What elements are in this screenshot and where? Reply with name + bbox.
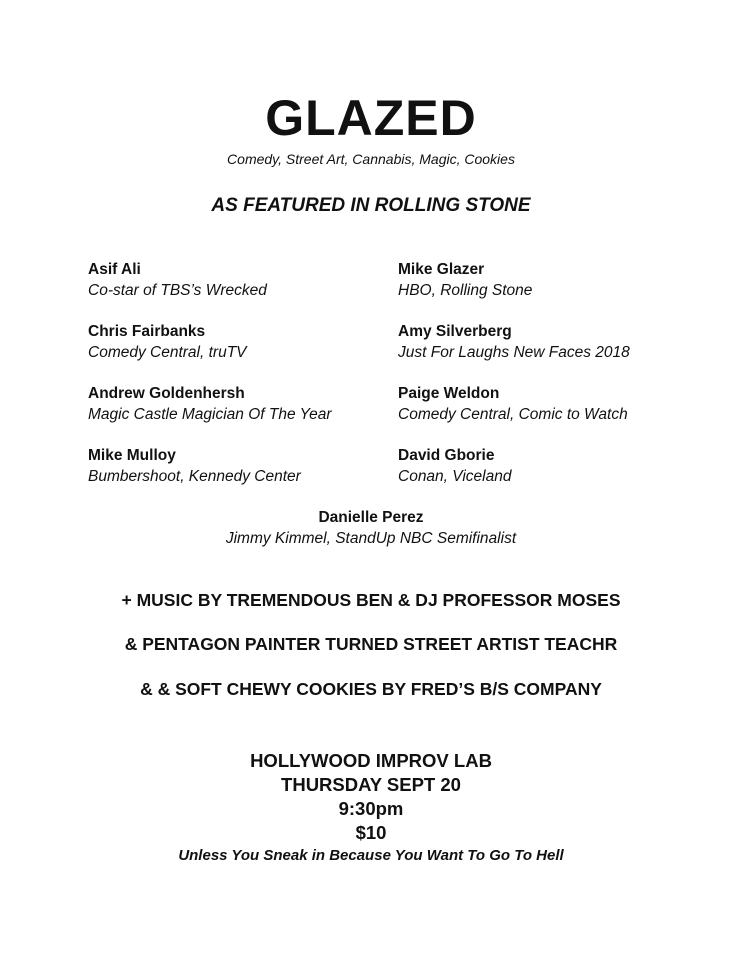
extra-cookies: & & SOFT CHEWY COOKIES BY FRED’S B/S COMPANY: [140, 679, 602, 699]
performer-amy-silverberg: [398, 321, 630, 363]
extra-music: + MUSIC BY TREMENDOUS BEN & DJ PROFESSOR MOSES: [121, 590, 621, 610]
event-venue: HOLLYWOOD IMPROV LAB: [250, 750, 492, 771]
event-time: 9:30pm: [338, 798, 404, 819]
performer-name: Asif Ali: [88, 261, 141, 278]
performer-paige-weldon: [398, 383, 628, 425]
performer-name: Mike Mulloy: [88, 447, 176, 464]
performer-andrew-goldenhersh: [88, 383, 332, 425]
performer-mike-glazer: [398, 259, 532, 301]
featured-tagline: AS FEATURED IN ROLLING STONE: [211, 195, 531, 216]
performer-danielle-perez: [0, 507, 742, 549]
performer-name: David Gborie: [398, 447, 495, 464]
performer-credit: Co-star of TBS’s Wrecked: [88, 282, 267, 299]
performer-name: Andrew Goldenhersh: [88, 385, 245, 402]
performer-credit: Jimmy Kimmel, StandUp NBC Semifinalist: [225, 530, 517, 547]
performer-credit: Comedy Central, Comic to Watch: [398, 406, 628, 423]
event-disclaimer: Unless You Sneak in Because You Want To Go To Hell: [178, 847, 564, 864]
event-price: $10: [355, 822, 387, 843]
performer-david-gborie: [398, 445, 511, 487]
performer-name: Chris Fairbanks: [88, 323, 206, 340]
performer-credit: Conan, Viceland: [398, 468, 512, 485]
performer-credit: Bumbershoot, Kennedy Center: [88, 468, 301, 485]
performer-name: Paige Weldon: [398, 385, 500, 402]
performer-name: Mike Glazer: [398, 261, 485, 278]
performer-asif-ali: [88, 259, 267, 301]
performer-credit: Magic Castle Magician Of The Year: [88, 406, 332, 423]
performer-chris-fairbanks: [88, 321, 247, 363]
extra-street-art: & PENTAGON PAINTER TURNED STREET ARTIST TEACHR: [124, 634, 618, 654]
performer-credit: HBO, Rolling Stone: [398, 282, 533, 299]
performer-credit: Just For Laughs New Faces 2018: [398, 344, 630, 361]
event-date: THURSDAY SEPT 20: [281, 774, 461, 795]
performer-mike-mulloy: [88, 445, 301, 487]
performer-name: Danielle Perez: [318, 509, 424, 526]
performer-name: Amy Silverberg: [398, 323, 512, 340]
performer-credit: Comedy Central, truTV: [88, 344, 247, 361]
event-title: GLAZED: [265, 90, 477, 146]
event-subtitle: Comedy, Street Art, Cannabis, Magic, Cookies: [227, 151, 515, 167]
